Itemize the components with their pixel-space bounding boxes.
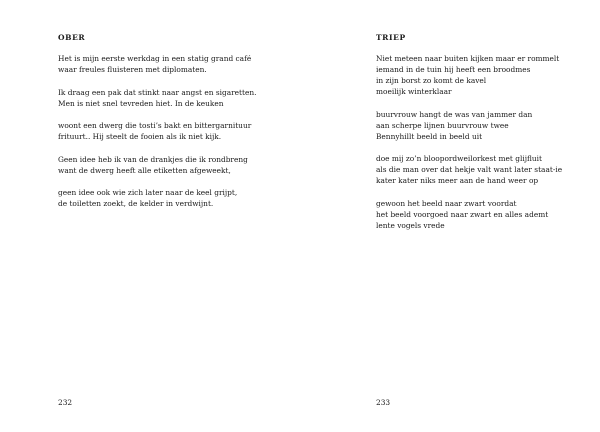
stanza	[376, 53, 586, 97]
poem-line: lente vogels vrede	[376, 220, 445, 230]
poem-line: want de dwerg heeft alle etiketten afgeweekt,	[58, 165, 231, 175]
poem-line: gewoon het beeld naar zwart voordat	[376, 198, 517, 208]
poem-line: Geen idee heb ik van de drankjes die ik rondbreng	[58, 154, 248, 164]
stanza	[58, 120, 278, 142]
poem-line: doe mij zo’n bloopordweilorkest met glijfluit	[376, 154, 543, 163]
poem-line: in zijn borst zo komt de kavel	[376, 76, 487, 85]
poem-line: Men is niet snel tevreden hiet. In de keuken	[58, 98, 224, 108]
stanza	[58, 187, 278, 209]
page-number: 232	[58, 398, 73, 407]
poem-line: frituurt.. Hij steelt de fooien als ik niet kijk.	[58, 132, 222, 141]
stanza	[58, 87, 278, 109]
poem-line: aan scherpe lijnen buurvrouw twee	[376, 120, 509, 130]
stanza	[58, 154, 278, 176]
right-page	[300, 0, 600, 432]
poem-title: TRIEP	[376, 33, 406, 42]
poem-line: buurvrouw hangt de was van jammer dan	[376, 109, 533, 119]
poem-line: Het is mijn eerste werkdag in een statig grand café	[58, 54, 252, 63]
stanza	[376, 198, 586, 231]
poem-line: geen idee ook wie zich later naar de keel grijpt,	[58, 188, 238, 197]
stanza	[376, 153, 586, 186]
stanza	[376, 109, 586, 142]
stanza	[58, 53, 278, 75]
page-number: 233	[376, 398, 391, 407]
poem-line: als die man over dat hekje valt want later staat-ie	[376, 165, 563, 174]
poem-line: Bennyhillt beeld in beeld uit	[376, 131, 483, 141]
poem-line: het beeld voorgoed naar zwart en alles ademt	[376, 209, 549, 219]
poem-body	[58, 53, 278, 221]
poem-line: iemand in de tuin hij heeft een broodmes	[376, 65, 531, 74]
poem-line: Niet meteen naar buiten kijken maar er rommelt	[376, 54, 560, 63]
poem-line: kater kater niks meer aan de hand weer op	[376, 176, 539, 185]
poem-title: OBER	[58, 33, 86, 42]
poem-line: waar freules fluisteren met diplomaten.	[58, 65, 207, 74]
poem-line: woont een dwerg die tosti’s bakt en bittergarnituur	[58, 121, 252, 130]
poem-line: moeilijk winterklaar	[376, 87, 452, 96]
poem-body	[376, 53, 586, 242]
poem-line: Ik draag een pak dat stinkt naar angst en sigaretten.	[58, 87, 257, 97]
poem-line: de toiletten zoekt, de kelder in verdwijnt.	[58, 199, 214, 208]
